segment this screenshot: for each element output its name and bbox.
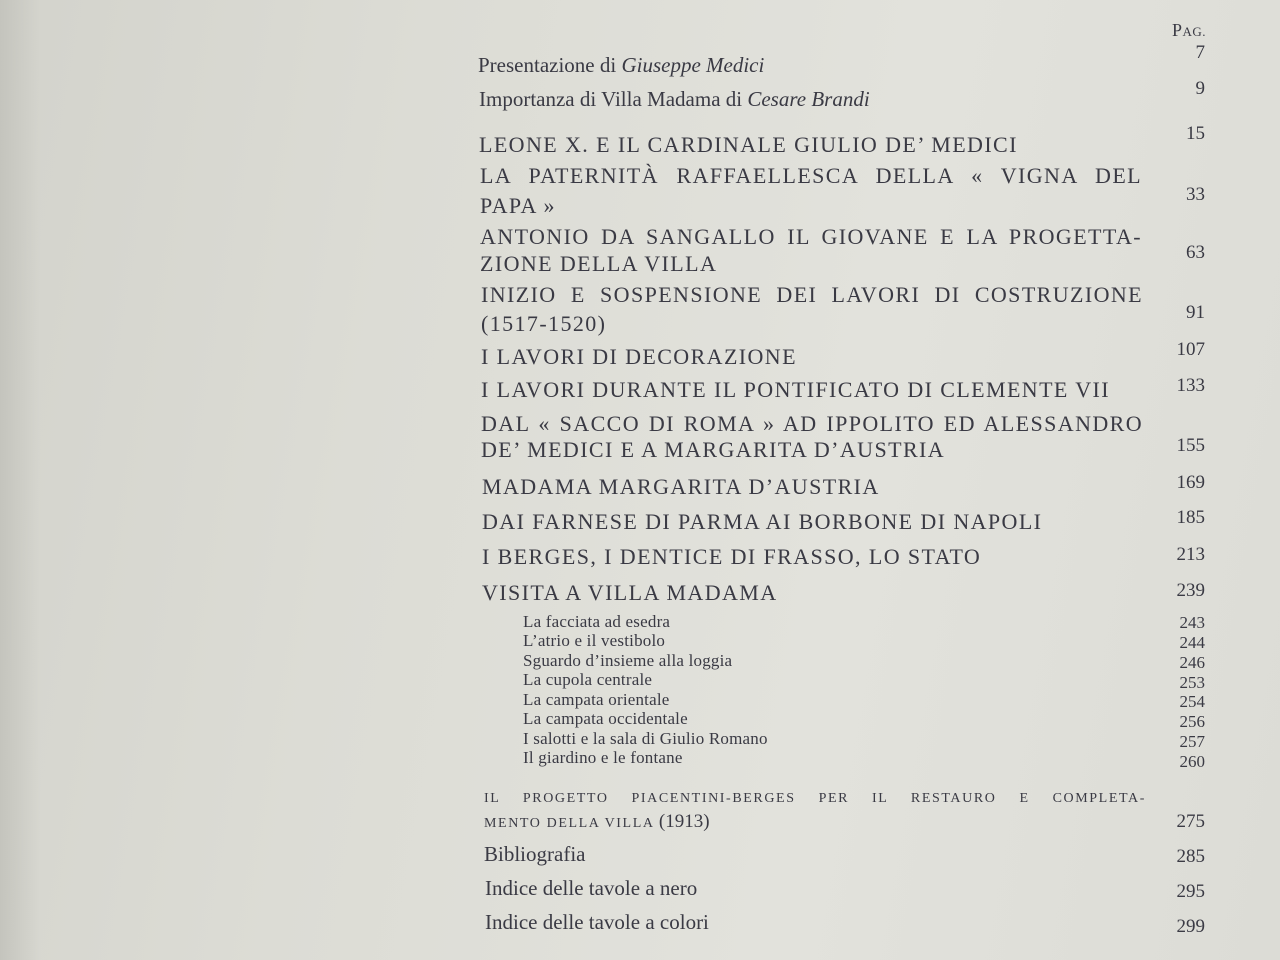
- toc-title: Presentazione di Giuseppe Medici: [478, 53, 765, 77]
- toc-page-number: 257: [1179, 732, 1205, 751]
- author-name: Giuseppe Medici: [621, 53, 765, 77]
- subsection-title: Sguardo d’insieme alla loggia: [523, 651, 733, 670]
- chapter-title: DAL « SACCO DI ROMA » AD IPPOLITO ED ALESSANDRO: [481, 411, 1143, 436]
- toc-page-number: 213: [1176, 544, 1205, 565]
- toc-page-number: 246: [1179, 653, 1205, 672]
- toc-page-number: 107: [1176, 339, 1205, 360]
- back-matter-title: Indice delle tavole a colori: [485, 910, 709, 934]
- toc-page-number: 295: [1176, 881, 1205, 902]
- chapter-title: ANTONIO DA SANGALLO IL GIOVANE E LA PROGETTA-: [480, 224, 1142, 249]
- toc-page-number: 244: [1179, 633, 1205, 652]
- toc-page-number: 185: [1176, 507, 1205, 528]
- subsection-title: Il giardino e le fontane: [523, 748, 683, 767]
- chapter-title: I LAVORI DURANTE IL PONTIFICATO DI CLEMENTE VII: [481, 377, 1111, 402]
- subsection-title: La campata occidentale: [523, 709, 688, 728]
- toc-page-number: 63: [1186, 242, 1205, 263]
- subsection-title: La campata orientale: [523, 690, 670, 709]
- toc-page-number: 275: [1176, 811, 1205, 832]
- toc-page-number: 33: [1186, 184, 1205, 205]
- toc-page-number: 260: [1179, 752, 1205, 771]
- chapter-title-continued: PAPA »: [480, 193, 556, 218]
- toc-page-number: 254: [1179, 692, 1205, 711]
- toc-page-number: 299: [1176, 916, 1205, 937]
- toc-page-number: 239: [1176, 580, 1205, 601]
- chapter-title-continued: MENTO DELLA VILLA (1913): [484, 811, 710, 832]
- chapter-title-continued: DE’ MEDICI E A MARGARITA D’AUSTRIA: [481, 437, 946, 462]
- toc-title: Importanza di Villa Madama di Cesare Brandi: [479, 87, 870, 111]
- chapter-title-continued: ZIONE DELLA VILLA: [480, 251, 718, 276]
- page-column-header: PAG.: [1171, 20, 1206, 40]
- subsection-title: La facciata ad esedra: [523, 612, 671, 631]
- chapter-title: LEONE X. E IL CARDINALE GIULIO DE’ MEDICI: [479, 132, 1018, 157]
- toc-page-number: 91: [1186, 302, 1205, 323]
- back-matter-title: Indice delle tavole a nero: [485, 876, 698, 900]
- chapter-title: IL PROGETTO PIACENTINI-BERGES PER IL RESTAURO E COMPLETA-: [484, 791, 1146, 806]
- chapter-title: VISITA A VILLA MADAMA: [482, 580, 778, 605]
- toc-page-number: 155: [1176, 435, 1205, 456]
- toc-page-number: 9: [1195, 78, 1205, 99]
- toc-page-number: 169: [1176, 472, 1205, 493]
- page-fold-shadow: [0, 0, 40, 960]
- chapter-title: MADAMA MARGARITA D’AUSTRIA: [482, 474, 880, 499]
- toc-page-number: 253: [1179, 673, 1205, 692]
- author-name: Cesare Brandi: [747, 87, 870, 111]
- toc-page-number: 256: [1179, 712, 1205, 731]
- subsection-title: La cupola centrale: [523, 670, 653, 689]
- chapter-title: I BERGES, I DENTICE DI FRASSO, LO STATO: [482, 544, 982, 569]
- chapter-title-continued: (1517-1520): [481, 311, 607, 336]
- project-year: (1913): [658, 811, 710, 832]
- toc-page-number: 7: [1195, 42, 1205, 63]
- chapter-title: DAI FARNESE DI PARMA AI BORBONE DI NAPOLI: [482, 509, 1043, 534]
- toc-page-number: 243: [1179, 613, 1205, 632]
- chapter-title: I LAVORI DI DECORAZIONE: [481, 344, 797, 369]
- toc-page-number: 133: [1176, 375, 1205, 396]
- toc-page-number: 285: [1176, 846, 1205, 867]
- chapter-title: LA PATERNITÀ RAFFAELLESCA DELLA « VIGNA DEL: [480, 163, 1142, 188]
- toc-page-number: 15: [1186, 123, 1205, 144]
- subsection-title: I salotti e la sala di Giulio Romano: [523, 729, 768, 748]
- subsection-title: L’atrio e il vestibolo: [523, 631, 666, 650]
- back-matter-title: Bibliografia: [484, 842, 586, 866]
- chapter-title: INIZIO E SOSPENSIONE DEI LAVORI DI COSTRUZIONE: [481, 282, 1143, 307]
